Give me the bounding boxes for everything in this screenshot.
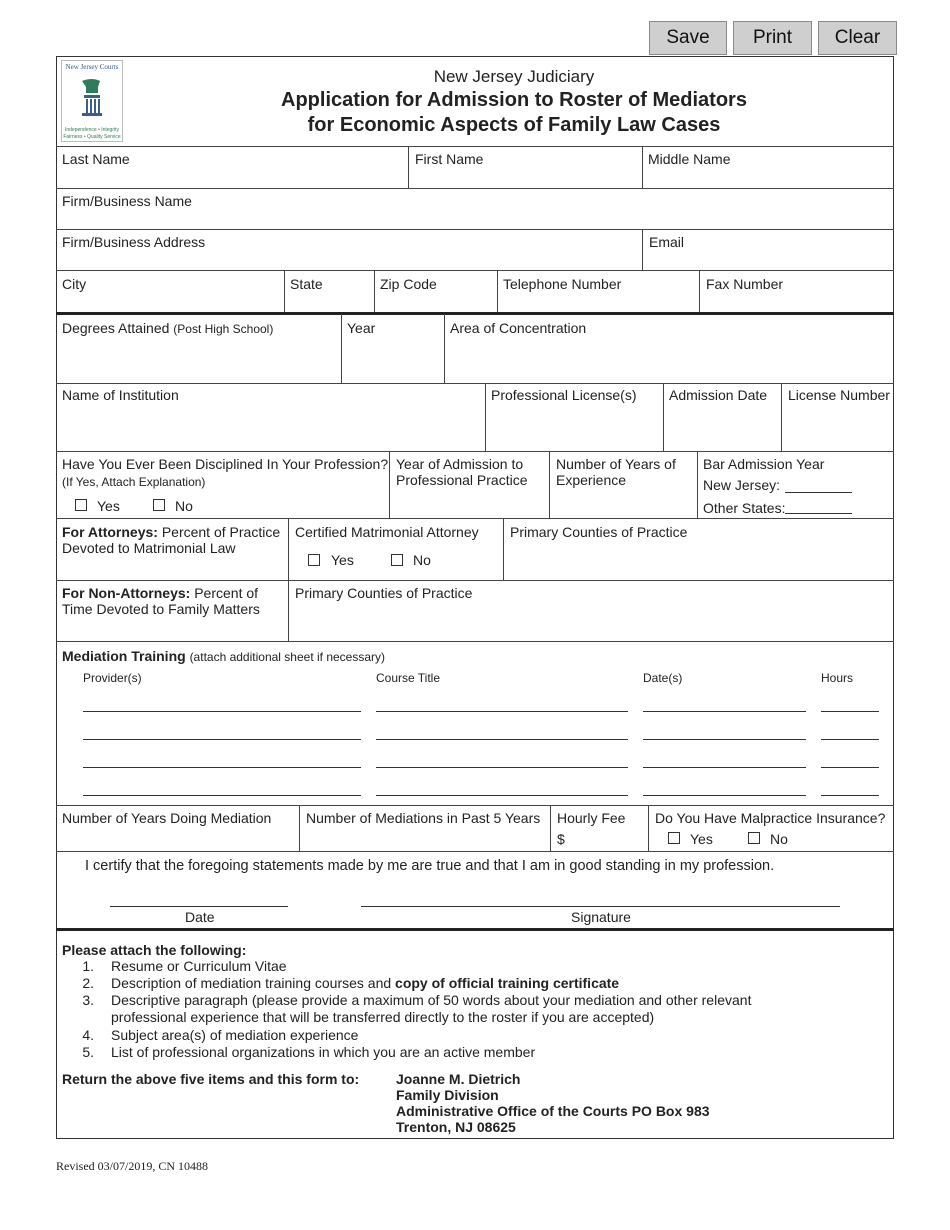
certify-statement: I certify that the foregoing statements made by me are true and that I am in good standing in my profession. (85, 858, 775, 874)
certified-no-checkbox[interactable] (391, 554, 403, 566)
new-jersey-label: New Jersey: (703, 477, 781, 493)
disciplined-no-label: No (175, 498, 193, 514)
course-line[interactable] (376, 795, 628, 796)
provider-line[interactable] (83, 795, 361, 796)
date-line[interactable] (643, 795, 806, 796)
area-label: Area of Concentration (450, 320, 587, 336)
attach-item-2: Description of mediation training courses and copy of official training certificate (111, 975, 620, 991)
date-line[interactable] (643, 711, 806, 712)
logo-motto-1: Independence • Integrity (64, 127, 119, 133)
other-states-label: Other States: (703, 500, 786, 516)
disciplined-note: (If Yes, Attach Explanation) (62, 475, 206, 489)
malpractice-no-label: No (770, 831, 788, 847)
attorneys-label-1: For Attorneys: Percent of Practice (62, 524, 281, 540)
degrees-label: Degrees Attained (Post High School) (62, 320, 274, 336)
prof-license-label: Professional License(s) (491, 387, 637, 403)
nj-courts-logo (61, 60, 123, 142)
firm-address-label: Firm/Business Address (62, 234, 206, 250)
attach-item-3-cont: professional experience that will be transferred directly to the roster if you are accepted) (111, 1009, 655, 1025)
hourly-fee-label: Hourly Fee (557, 810, 626, 826)
course-line[interactable] (376, 767, 628, 768)
year-admission-label-2: Professional Practice (396, 472, 528, 488)
disciplined-yes-checkbox[interactable] (75, 499, 87, 511)
city-label: City (62, 276, 87, 292)
certified-label: Certified Matrimonial Attorney (295, 524, 479, 540)
certified-yes-label: Yes (331, 552, 354, 568)
logo-motto-2: Fairness • Quality Service (63, 134, 121, 140)
years-mediation-label: Number of Years Doing Mediation (62, 810, 272, 826)
date-label: Date (185, 909, 215, 925)
return-label: Return the above five items and this form to: (62, 1071, 360, 1087)
attach-heading: Please attach the following: (62, 942, 247, 958)
disciplined-no-checkbox[interactable] (153, 499, 165, 511)
date-line[interactable] (643, 767, 806, 768)
other-states-line[interactable] (785, 513, 852, 514)
primary-counties-label: Primary Counties of Practice (510, 524, 688, 540)
attach-item-3: Descriptive paragraph (please provide a maximum of 50 words about your mediation and other relevant (111, 992, 752, 1008)
course-line[interactable] (376, 711, 628, 712)
dates-header: Date(s) (643, 671, 683, 685)
license-number-label: License Number (788, 387, 890, 403)
attorneys-label-2: Devoted to Matrimonial Law (62, 540, 236, 556)
year-admission-label-1: Year of Admission to (396, 456, 524, 472)
institution-label: Name of Institution (62, 387, 179, 403)
save-button[interactable]: Save (649, 21, 727, 55)
hours-line[interactable] (821, 795, 879, 796)
logo-title: New Jersey Courts (65, 63, 119, 71)
provider-line[interactable] (83, 739, 361, 740)
hours-line[interactable] (821, 739, 879, 740)
middle-name-label: Middle Name (648, 151, 731, 167)
bar-year-label: Bar Admission Year (703, 456, 825, 472)
num-years-label-1: Number of Years of (556, 456, 676, 472)
clear-button[interactable]: Clear (818, 21, 897, 55)
revision-note: Revised 03/07/2019, CN 10488 (56, 1159, 208, 1173)
date-line[interactable] (643, 739, 806, 740)
address-line-1: Joanne M. Dietrich (396, 1071, 521, 1087)
state-label: State (290, 276, 323, 292)
malpractice-yes-checkbox[interactable] (668, 832, 680, 844)
attach-number-2: 2. (82, 975, 94, 991)
hours-line[interactable] (821, 711, 879, 712)
attach-item-4: Subject area(s) of mediation experience (111, 1027, 359, 1043)
firm-name-label: Firm/Business Name (62, 193, 192, 209)
print-button[interactable]: Print (733, 21, 812, 55)
malpractice-no-checkbox[interactable] (748, 832, 760, 844)
zip-label: Zip Code (380, 276, 437, 292)
date-signature-line[interactable] (110, 906, 288, 907)
attach-number-1: 1. (82, 958, 94, 974)
email-label: Email (649, 234, 685, 250)
training-label: Mediation Training (attach additional sheet if necessary) (62, 648, 386, 664)
last-name-label: Last Name (62, 151, 130, 167)
building-emblem-icon (76, 77, 108, 121)
course-line[interactable] (376, 739, 628, 740)
malpractice-label: Do You Have Malpractice Insurance? (655, 810, 886, 826)
judiciary-title: New Jersey Judiciary (433, 67, 595, 86)
non-attorneys-label-1: For Non-Attorneys: Percent of (62, 585, 259, 601)
attach-number-3: 3. (82, 992, 94, 1008)
admission-date-label: Admission Date (669, 387, 768, 403)
certified-no-label: No (413, 552, 431, 568)
providers-header: Provider(s) (83, 671, 142, 685)
dollar-sign: $ (557, 831, 565, 847)
num-years-label-2: Experience (556, 472, 627, 488)
disciplined-label: Have You Ever Been Disciplined In Your Profession? (62, 456, 389, 472)
non-attorneys-label-2: Time Devoted to Family Matters (62, 601, 260, 617)
new-jersey-line[interactable] (785, 492, 852, 493)
primary-counties-label-2: Primary Counties of Practice (295, 585, 473, 601)
signature-label: Signature (571, 909, 631, 925)
address-line-2: Family Division (396, 1087, 499, 1103)
year-label: Year (347, 320, 376, 336)
first-name-label: First Name (415, 151, 484, 167)
attach-number-5: 5. (82, 1044, 94, 1060)
address-line-4: Trenton, NJ 08625 (396, 1119, 516, 1135)
signature-line[interactable] (361, 906, 840, 907)
attach-number-4: 4. (82, 1027, 94, 1043)
hours-header: Hours (821, 671, 854, 685)
num-mediations-label: Number of Mediations in Past 5 Years (306, 810, 541, 826)
hours-line[interactable] (821, 767, 879, 768)
disciplined-yes-label: Yes (97, 498, 120, 514)
form-title-line-1: Application for Admission to Roster of Mediators (281, 89, 747, 111)
telephone-label: Telephone Number (503, 276, 622, 292)
attach-item-5: List of professional organizations in which you are an active member (111, 1044, 536, 1060)
certified-yes-checkbox[interactable] (308, 554, 320, 566)
provider-line[interactable] (83, 711, 361, 712)
attach-item-1: Resume or Curriculum Vitae (111, 958, 287, 974)
provider-line[interactable] (83, 767, 361, 768)
address-line-3: Administrative Office of the Courts PO Box 983 (396, 1103, 710, 1119)
form-title-line-2: for Economic Aspects of Family Law Cases (307, 114, 721, 136)
malpractice-yes-label: Yes (690, 831, 713, 847)
course-title-header: Course Title (376, 671, 441, 685)
fax-label: Fax Number (706, 276, 784, 292)
